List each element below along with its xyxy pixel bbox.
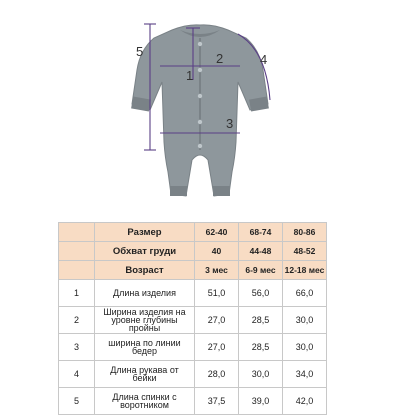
row-number: 3 xyxy=(59,334,95,361)
header-empty-cell xyxy=(59,261,95,280)
row-number: 4 xyxy=(59,361,95,388)
row-value: 34,0 xyxy=(283,361,327,388)
table-row xyxy=(59,388,327,415)
dim-number-1: 1 xyxy=(186,68,194,83)
row-parameter: ширина по линии бедер xyxy=(95,334,195,361)
row-value: 28,5 xyxy=(239,334,283,361)
table-row xyxy=(59,280,327,307)
table-row xyxy=(59,334,327,361)
header-value: 62-40 xyxy=(195,223,239,242)
header-label: Возраст xyxy=(95,261,195,280)
header-row-age xyxy=(59,261,327,280)
button xyxy=(198,68,202,72)
row-parameter: Длина изделия xyxy=(95,280,195,307)
header-row-size xyxy=(59,223,327,242)
row-value: 27,0 xyxy=(195,334,239,361)
header-value: 48-52 xyxy=(283,242,327,261)
row-value: 30,0 xyxy=(283,307,327,334)
table-row xyxy=(59,307,327,334)
header-row-chest xyxy=(59,242,327,261)
row-number: 1 xyxy=(59,280,95,307)
row-value: 39,0 xyxy=(239,388,283,415)
row-number: 5 xyxy=(59,388,95,415)
button xyxy=(198,120,202,124)
button xyxy=(198,144,202,148)
row-value: 42,0 xyxy=(283,388,327,415)
row-parameter: Длина рукава от бейки xyxy=(95,361,195,388)
header-value: 12-18 мес xyxy=(283,261,327,280)
header-empty-cell xyxy=(59,242,95,261)
row-value: 28,5 xyxy=(239,307,283,334)
row-value: 28,0 xyxy=(195,361,239,388)
header-value: 44-48 xyxy=(239,242,283,261)
dim-number-2: 2 xyxy=(216,51,224,66)
row-parameter: Ширина изделия на уровне глубины пройны xyxy=(95,307,195,334)
row-value: 30,0 xyxy=(283,334,327,361)
row-value: 66,0 xyxy=(283,280,327,307)
row-value: 30,0 xyxy=(239,361,283,388)
header-label: Размер xyxy=(95,223,195,242)
header-value: 68-74 xyxy=(239,223,283,242)
right-leg-cuff xyxy=(213,186,230,196)
size-table xyxy=(58,222,327,415)
header-value: 6-9 мес xyxy=(239,261,283,280)
left-leg-cuff xyxy=(170,186,187,196)
dim-number-5: 5 xyxy=(136,44,144,59)
row-value: 37,5 xyxy=(195,388,239,415)
header-value: 3 мес xyxy=(195,261,239,280)
row-parameter: Длина спинки с воротником xyxy=(95,388,195,415)
header-empty-cell xyxy=(59,223,95,242)
button xyxy=(198,94,202,98)
header-label: Обхват груди xyxy=(95,242,195,261)
button xyxy=(198,42,202,46)
row-number: 2 xyxy=(59,307,95,334)
row-value: 51,0 xyxy=(195,280,239,307)
table-row xyxy=(59,361,327,388)
row-value: 56,0 xyxy=(239,280,283,307)
row-value: 27,0 xyxy=(195,307,239,334)
header-value: 80-86 xyxy=(283,223,327,242)
header-value: 40 xyxy=(195,242,239,261)
dim-number-4: 4 xyxy=(260,52,268,67)
dim-number-3: 3 xyxy=(226,116,234,131)
